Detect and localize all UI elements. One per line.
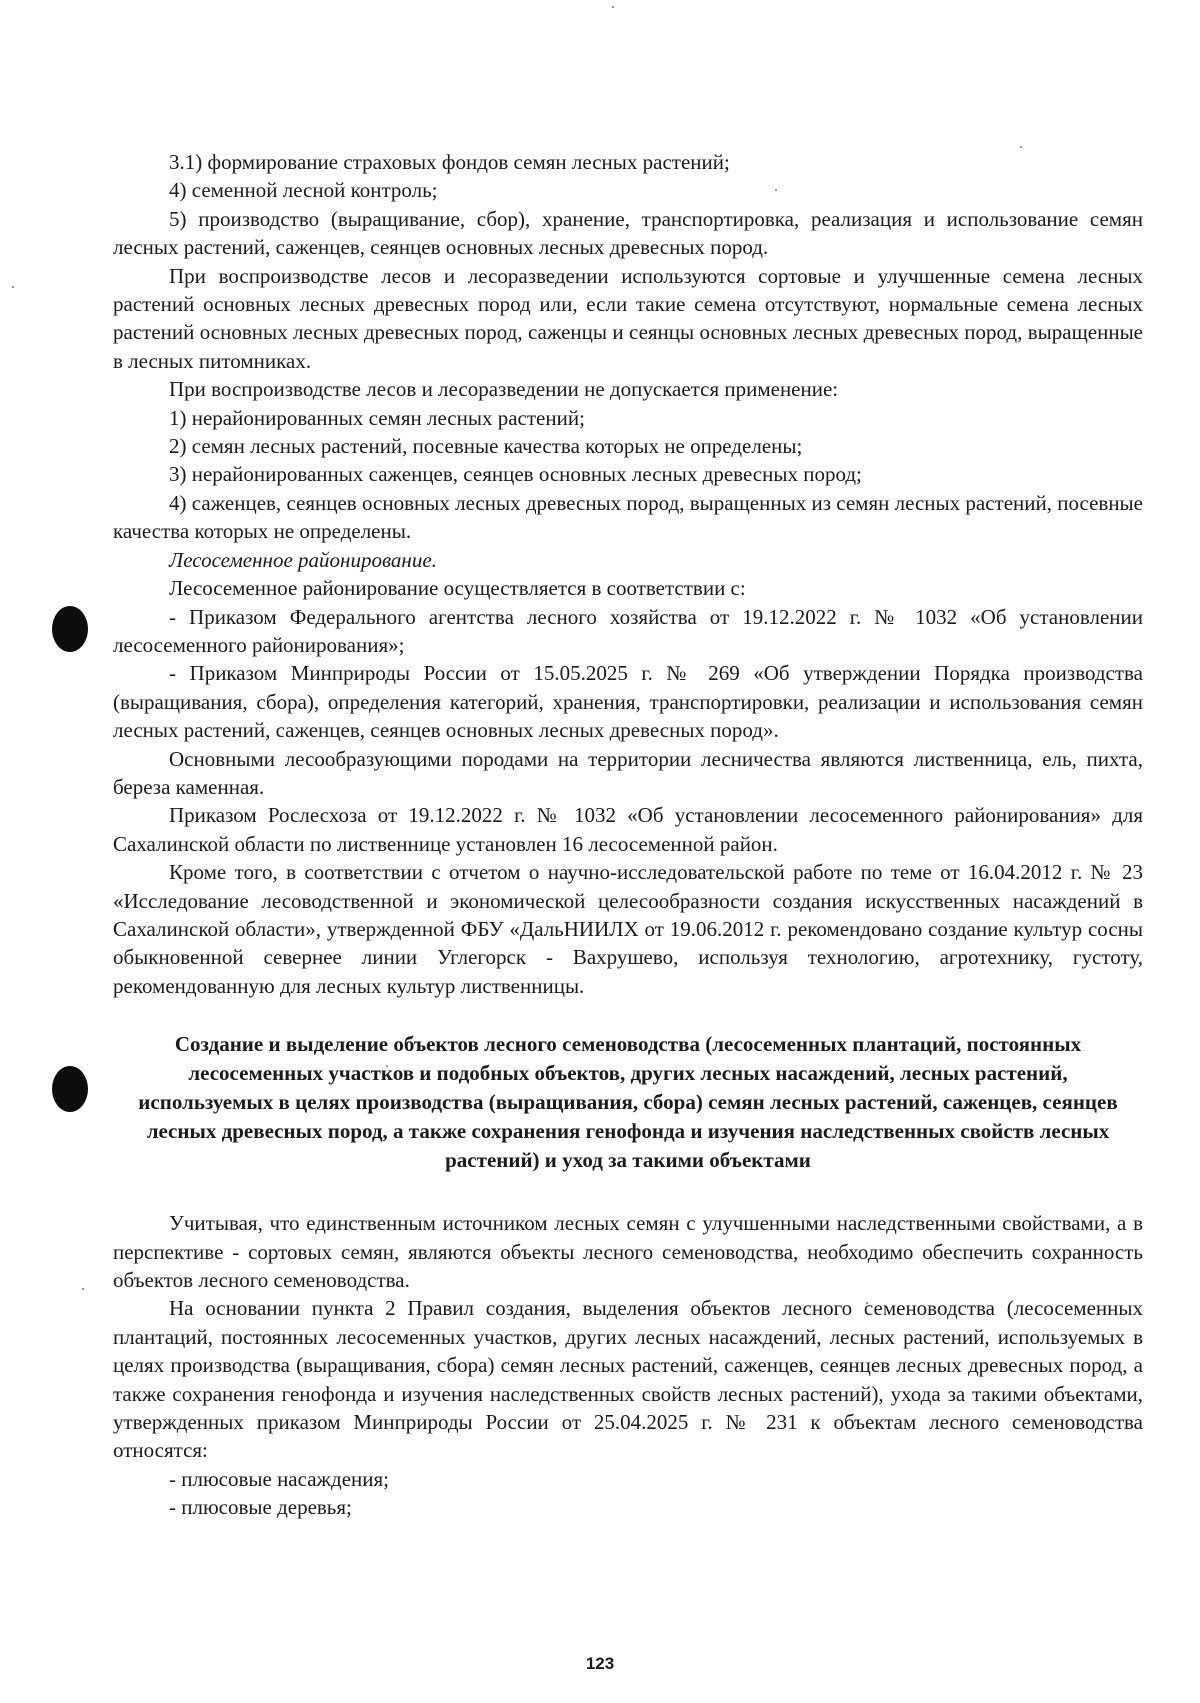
list-item: - Приказом Федерального агентства лесного хозяйства от 19.12.2022 г. № 1032 «Об установлении лесосеменного районирования»; [113, 604, 1143, 657]
section-heading: Создание и выделение объектов лесного семеноводства (лесосеменных плантаций, постоянных лесосеменных участков и подобных объектов, других лесных насаждений, лесных растений, используемых в целях производства (выращивания, сбора) семян лесных растений, саженцев, сеянцев лесных древесных пород, а также сохранения генофонда и изучения наследственных свойств лесных растений) и уход за такими объектами [138, 1032, 1118, 1173]
list-item: - плюсовые насаждения; [169, 1466, 390, 1491]
paragraph: Кроме того, в соответствии с отчетом о научно-исследовательской работе по теме от 16.04.2012 г. № 23 «Исследование лесоводственной и экономической целесообразности создания искусственных насаждений в Сахалинской области», утвержденной ФБУ «ДальНИИЛХ от 19.06.2012 г. рекомендовано создание культур сосны обыкновенной севернее линии Углегорск - Вахрушево, используя технологию, агротехнику, густоту, рекомендованную для лесных культур лиственницы. [113, 860, 1143, 998]
list-item: - Приказом Минприроды России от 15.05.2025 г. № 269 «Об утверждении Порядка производства (выращивания, сбора), определения категорий, хранения, транспортировки, реализации и использования семян лесных растений, саженцев, сеянцев основных лесных древесных пород». [113, 661, 1143, 743]
hole-punch-mark [52, 606, 88, 652]
paragraph: Приказом Рослесхоза от 19.12.2022 г. № 1032 «Об установлении лесосеменного районирования» для Сахалинской области по лиственнице установлен 16 лесосеменной район. [113, 803, 1143, 856]
scan-speck [612, 6, 614, 8]
list-item: - плюсовые деревья; [169, 1495, 352, 1520]
paragraph: Основными лесообразующими породами на территории лесничества являются лиственница, ель, пихта, береза каменная. [113, 746, 1143, 799]
document-body [113, 148, 1143, 1522]
list-item: 4) семенной лесной контроль; [169, 178, 438, 203]
paragraph: При воспроизводстве лесов и лесоразведении не допускается применение: [169, 377, 839, 402]
list-item: 3) нерайонированных саженцев, сеянцев основных лесных древесных пород; [169, 462, 862, 487]
hole-punch-mark [52, 1066, 88, 1112]
list-item: 5) производство (выращивание, сбор), хранение, транспортировка, реализация и использование семян лесных растений, саженцев, сеянцев основных лесных древесных пород. [113, 206, 1143, 260]
paragraph: Учитывая, что единственным источником лесных семян с улучшенными наследственными свойствами, а в перспективе - сортовых семян, являются объекты лесного семеноводства, необходимо обеспечить сохранность объектов лесного семеноводства. [113, 1211, 1143, 1292]
list-item: 3.1) формирование страховых фондов семян лесных растений; [169, 150, 730, 174]
list-item: 2) семян лесных растений, посевные качества которых не определены; [169, 434, 803, 459]
list-item: 4) саженцев, сеянцев основных лесных древесных пород, выращенных из семян лесных растений, посевные качества которых не определены. [113, 490, 1143, 544]
page-number: 123 [585, 1654, 615, 1673]
paragraph: При воспроизводстве лесов и лесоразведении используются сортовые и улучшенные семена лесных растений основных лесных древесных пород или, если такие семена отсутствуют, нормальные семена лесных растений основных лесных древесных пород, саженцы и сеянцы основных лесных древесных пород, выращенные в лесных питомниках. [113, 263, 1143, 373]
scan-speck [12, 286, 14, 288]
subsection-title: Лесосеменное районирование. [169, 547, 437, 572]
scan-speck [82, 1288, 84, 1290]
paragraph: На основании пункта 2 Правил создания, выделения объектов лесного семеноводства (лесосеменных плантаций, постоянных лесосеменных участков, других лесных насаждений, лесных растений, используемых в целях производства (выращивания, сбора) семян лесных растений, саженцев, сеянцев лесных древесных пород, а также сохранения генофонда и изучения наследственных свойств лесных растений), ухода за такими объектами, утвержденных приказом Минприроды России от 25.04.2025 г. № 231 к объектам лесного семеноводства относятся: [113, 1296, 1143, 1463]
list-item: 1) нерайонированных семян лесных растений; [169, 405, 585, 430]
paragraph: Лесосеменное районирование осуществляется в соответствии с: [169, 576, 746, 601]
